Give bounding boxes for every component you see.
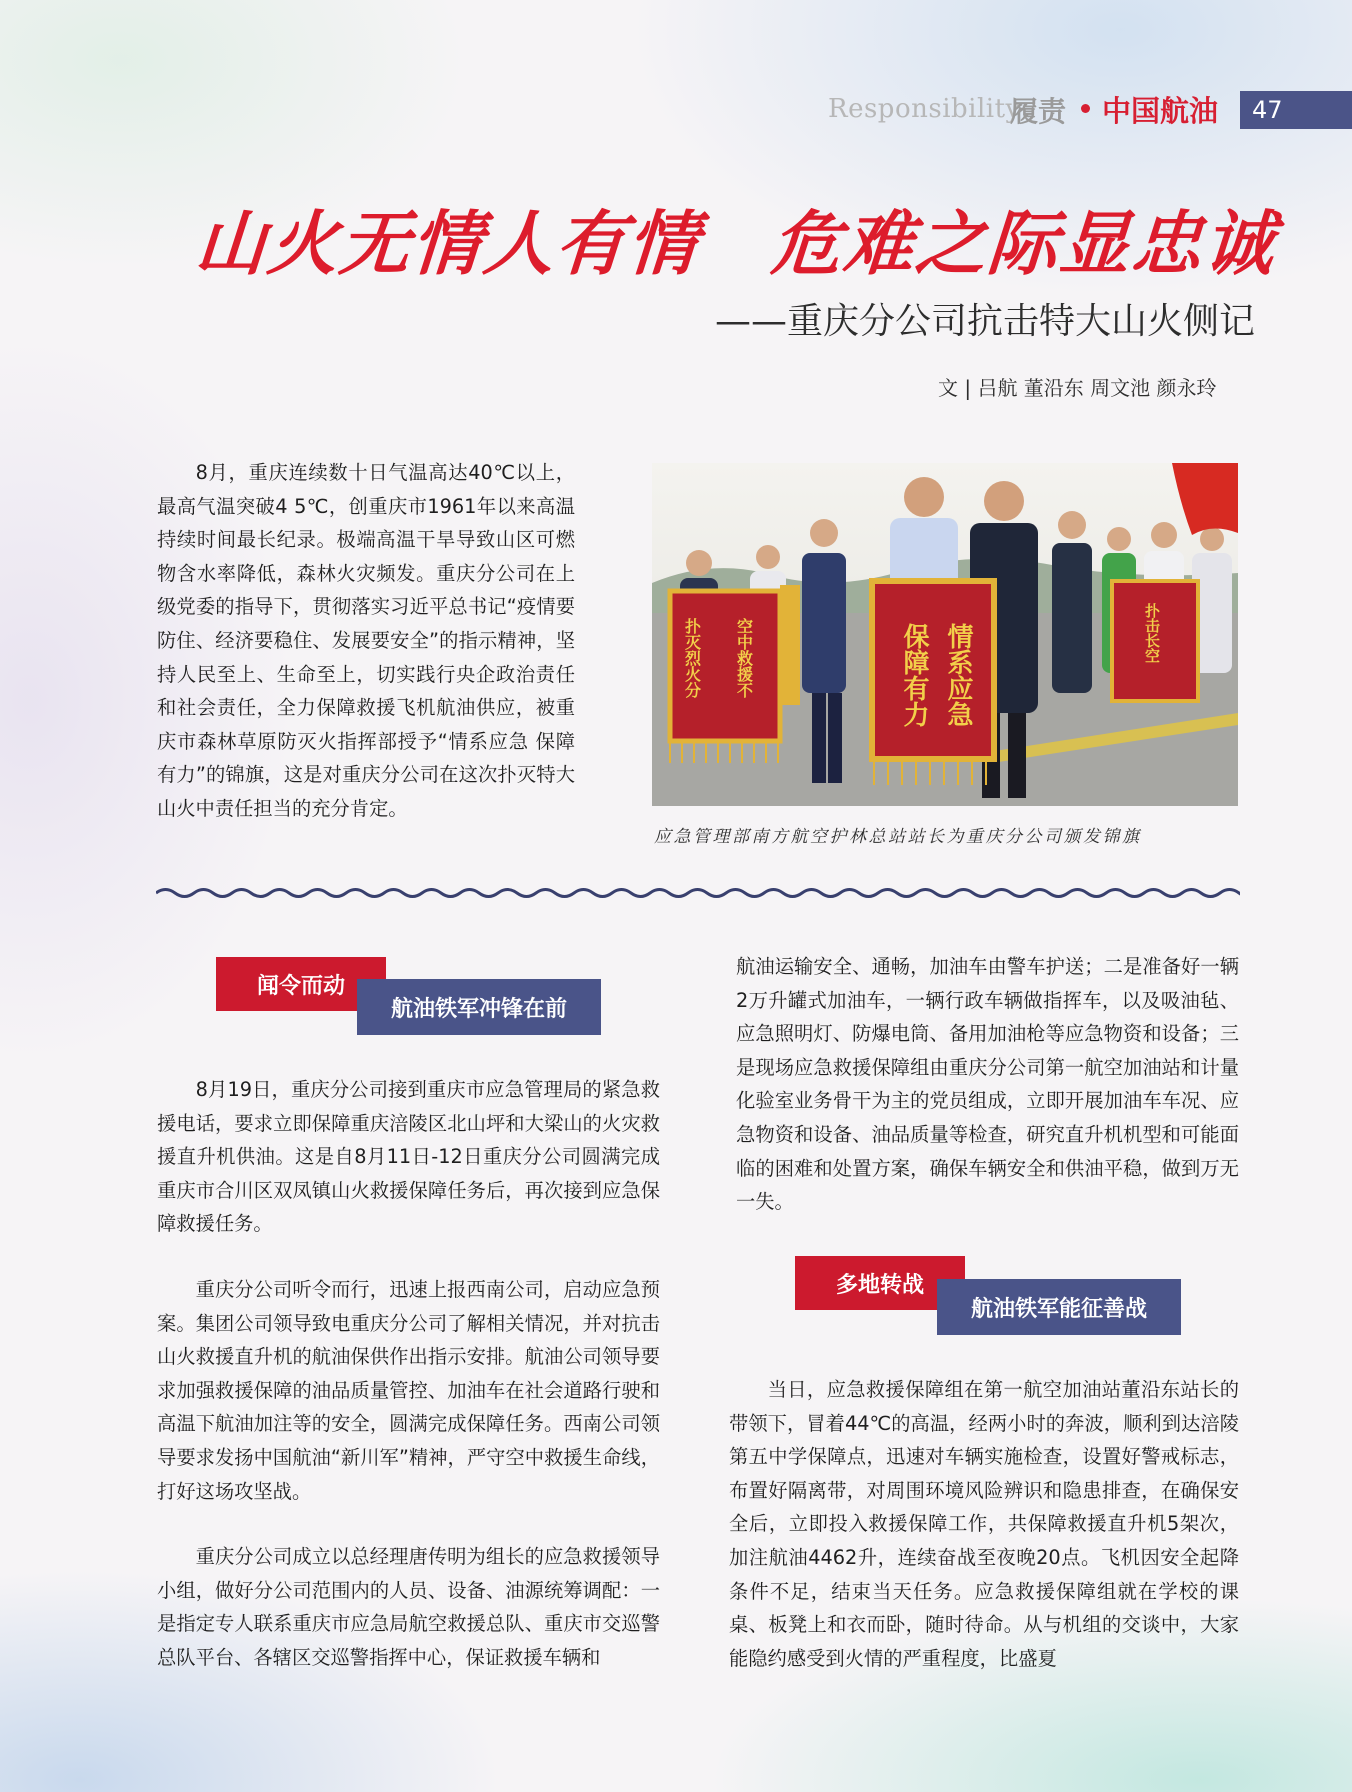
banner-left-text-b: 空中救援不 xyxy=(734,618,754,698)
header-section-chinese: 履责 xyxy=(1010,95,1067,128)
section-heading-blue-2: 航油铁军能征善战 xyxy=(937,1279,1181,1335)
banner-center-text-a: 保障有力 xyxy=(899,623,929,727)
paragraph-5: 航油运输安全、通畅，加油车由警车护送；二是准备好一辆2万升罐式加油车，一辆行政车辆做指挥车，以及吸油毡、应急照明灯、防爆电筒、备用加油枪等应急物资和设备；三是现场应急救援保障组由重庆分公司第一航空加油站和计量化验室业务骨干为主的党员组成，立即开展加油车车况、应急物资和设备、油品质量等检查，研究直升机机型和可能面临的困难和处置方案，确保车辆安全和供油平稳，做到万无一失。 xyxy=(736,955,1239,1214)
header-dot-separator xyxy=(1081,104,1090,113)
header-brand: 中国航油 xyxy=(1102,94,1219,128)
paragraph-6: 当日，应急救援保障组在第一航空加油站董沿东站长的带领下，冒着44℃的高温，经两小时的奔波，顺利到达涪陵第五中学保障点，迅速对车辆实施检查，设置好警戒标志，布置好隔离带，对周围环境风险辨识和隐患排查，在确保安全后，立即投入救援保障工作，共保障救援直升机5架次，加注航油4462升，连续奋战至夜晚20点。飞机因安全起降条件不足，结束当天任务。应急救援保障组就在学校的课桌、板凳上和衣而卧，随时待命。从与机组的交谈中，大家能隐约感受到火情的严重程度，比盛夏 xyxy=(729,1378,1239,1670)
banner-right-text: 扑击长空 xyxy=(1143,603,1161,663)
paragraph-2: 8月19日，重庆分公司接到重庆市应急管理局的紧急救援电话，要求立即保障重庆涪陵区北山坪和大梁山的火灾救援直升机供油。这是自8月11日-12日重庆分公司圆满完成重庆市合川区双凤镇山火救援保障任务后，再次接到应急保障救援任务。 xyxy=(157,1078,660,1236)
paragraph-4: 重庆分公司成立以总经理唐传明为组长的应急救援领导小组，做好分公司范围内的人员、设备、油源统筹调配：一是指定专人联系重庆市应急局航空救援总队、重庆市交巡警总队平台、各辖区交巡警指挥中心，保证救援车辆和 xyxy=(157,1545,660,1669)
section-heading-red-2: 多地转战 xyxy=(795,1256,965,1310)
banner-center-text-b: 情系应急 xyxy=(943,623,973,727)
paragraph-3: 重庆分公司听令而行，迅速上报西南公司，启动应急预案。集团公司领导致电重庆分公司了解相关情况，并对抗击山火救援直升机的航油保供作出指示安排。航油公司领导要求加强救援保障的油品质量管控、加油车在社会道路行驶和高温下航油加注等的安全，圆满完成保障任务。西南公司领导要求发扬中国航油“新川军”精神，严守空中救援生命线，打好这场攻坚战。 xyxy=(157,1278,660,1503)
article-byline: 文 | 吕航 董沿东 周文池 颜永玲 xyxy=(938,376,1217,400)
page-number: 47 xyxy=(1252,96,1283,124)
header-section-english: Responsibility xyxy=(828,94,1021,124)
section-heading-blue-1: 航油铁军冲锋在前 xyxy=(357,979,601,1035)
photo-caption: 应急管理部南方航空护林总站站长为重庆分公司颁发锦旗 xyxy=(654,827,1142,847)
article-subtitle: ——重庆分公司抗击特大山火侧记 xyxy=(715,301,1256,342)
wave-divider xyxy=(156,882,1240,904)
article-title: 山火无情人有情 危难之际显忠诚 xyxy=(192,203,1279,285)
banner-left-text-a: 扑灭烈火分 xyxy=(682,618,702,698)
award-ceremony-photo xyxy=(652,463,1238,806)
intro-paragraph: 8月，重庆连续数十日气温高达40℃以上，最高气温突破4 5℃，创重庆市1961年以来高温持续时间最长纪录。极端高温干旱导致山区可燃物含水率降低，森林火灾频发。重庆分公司在上级党委的指导下，贯彻落实习近平总书记“疫情要防住、经济要稳住、发展要安全”的指示精神，坚持人民至上、生命至上，切实践行央企政治责任和社会责任，全力保障救援飞机航油供应，被重庆市森林草原防灭火指挥部授予“情系应急 保障有力”的锦旗，这是对重庆分公司在这次扑灭特大山火中责任担当的充分肯定。 xyxy=(157,461,575,820)
section-heading-red-1: 闻令而动 xyxy=(216,957,386,1011)
